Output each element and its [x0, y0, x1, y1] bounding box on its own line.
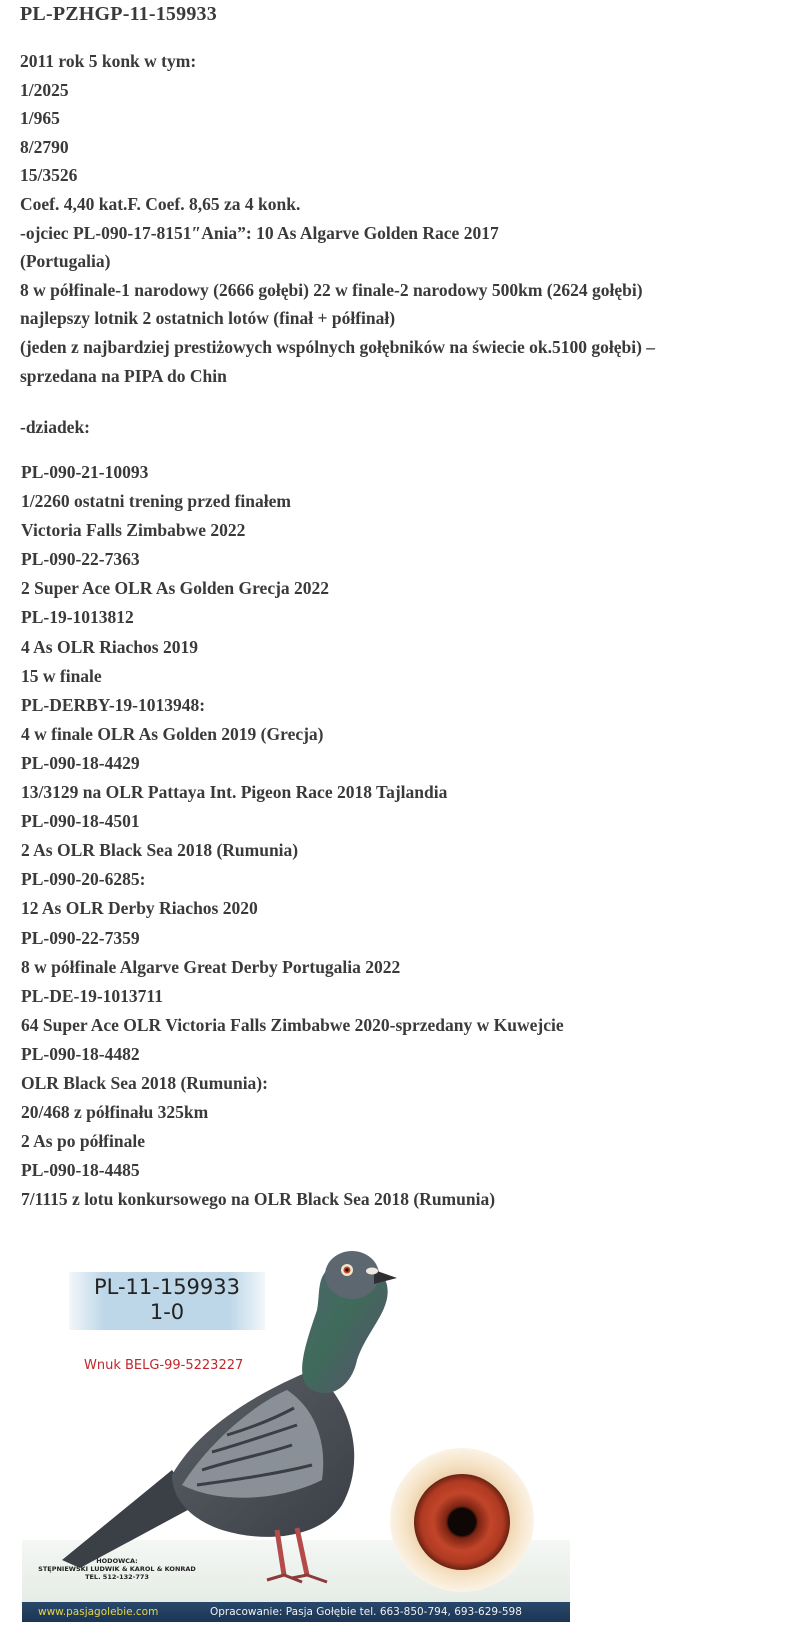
text-line: 2 As OLR Black Sea 2018 (Rumunia): [21, 840, 299, 861]
grandfather-label-block: [20, 413, 780, 442]
text-line: sprzedana na PIPA do Chin: [20, 365, 227, 386]
text-line: PL-090-21-10093: [21, 462, 149, 482]
text-line: PL-090-18-4501: [21, 811, 140, 832]
page-title: PL-PZHGP-11-159933: [20, 3, 217, 25]
text-line: 15 w finale: [21, 665, 102, 686]
text-line: 2 Super Ace OLR As Golden Grecja 2022: [21, 578, 330, 599]
text-line: Victoria Falls Zimbabwe 2022: [21, 520, 246, 541]
text-line: PL-DERBY-19-1013948:: [21, 694, 206, 715]
text-line: 8/2790: [20, 136, 69, 157]
text-line: 64 Super Ace OLR Victoria Falls Zimbabwe 2020-sprzedany w Kuwejcie: [21, 1014, 564, 1035]
text-line: OLR Black Sea 2018 (Rumunia):: [21, 1072, 268, 1093]
text-line: 13/3129 na OLR Pattaya Int. Pigeon Race 2018 Tajlandia: [21, 782, 448, 803]
text-line: 1/965: [20, 108, 60, 129]
breeder-label: HODOWCA:: [96, 1557, 138, 1565]
text-line: 8 w półfinale Algarve Great Derby Portugalia 2022: [21, 956, 401, 977]
ring-number-label: [69, 1272, 265, 1330]
text-line: 8 w półfinale-1 narodowy (2666 gołębi) 22 w finale-2 narodowy 500km (2624 gołębi): [20, 279, 643, 300]
prepared-by-text: Opracowanie: Pasja Gołębie tel. 663-850-794, 693-629-598: [210, 1606, 522, 1618]
text-line: 1/2025: [20, 79, 69, 100]
text-line: 12 As OLR Derby Riachos 2020: [21, 898, 258, 919]
text-line: PL-090-18-4485: [21, 1160, 140, 1181]
website-text: www.pasjagolebie.com: [38, 1606, 159, 1618]
breeder-info: [32, 1557, 202, 1581]
pedigree-note: Wnuk BELG-99-5223227: [84, 1358, 244, 1373]
text-line: 7/1115 z lotu konkursowego na OLR Black Sea 2018 (Rumunia): [21, 1189, 496, 1210]
sex-code: 1-0: [149, 1300, 185, 1324]
text-line: PL-090-22-7363: [21, 549, 140, 570]
text-line: PL-090-18-4482: [21, 1043, 140, 1064]
text-line: 1/2260 ostatni trening przed finałem: [21, 491, 291, 512]
ring-number: PL-11-159933: [93, 1275, 241, 1299]
breeder-phone: TEL. 512-132-773: [85, 1573, 149, 1581]
text-line: (Portugalia): [20, 251, 111, 272]
text-line: -ojciec PL-090-17-8151″Ania”: 10 As Algarve Golden Race 2017: [20, 222, 499, 243]
pigeon-head: [325, 1251, 379, 1299]
breeder-names: STĘPNIEWSKI LUDWIK & KAROL & KONRAD: [38, 1565, 196, 1573]
results-block: [20, 47, 780, 390]
eye-closeup-pupil: [448, 1508, 476, 1536]
pigeon-feet: [267, 1575, 327, 1582]
text-line: PL-19-1013812: [21, 607, 134, 628]
card-footer: [22, 1602, 570, 1622]
text-line: 2011 rok 5 konk w tym:: [20, 51, 197, 71]
text-line: Coef. 4,40 kat.F. Coef. 8,65 za 4 konk.: [20, 193, 301, 214]
text-line: najlepszy lotnik 2 ostatnich lotów (finał + półfinał): [20, 308, 396, 329]
text-line: 4 w finale OLR As Golden 2019 (Grecja): [21, 723, 324, 744]
section-label: -dziadek:: [20, 417, 90, 437]
text-line: 2 As po półfinale: [21, 1131, 145, 1152]
pigeon-cere: [366, 1268, 378, 1275]
text-line: 4 As OLR Riachos 2019: [21, 636, 198, 657]
grandfather-results-block: [21, 458, 781, 1214]
text-line: PL-090-20-6285:: [21, 869, 146, 890]
pigeon-photo-card: [22, 1230, 570, 1630]
text-line: 20/468 z półfinału 325km: [21, 1102, 209, 1123]
pigeon-pupil: [345, 1268, 348, 1271]
text-line: PL-090-18-4429: [21, 752, 140, 773]
text-line: (jeden z najbardziej prestiżowych wspólnych gołębników na świecie ok.5100 gołębi) –: [20, 336, 656, 357]
text-line: PL-090-22-7359: [21, 927, 140, 948]
text-line: 15/3526: [20, 165, 78, 186]
text-line: PL-DE-19-1013711: [21, 985, 163, 1006]
